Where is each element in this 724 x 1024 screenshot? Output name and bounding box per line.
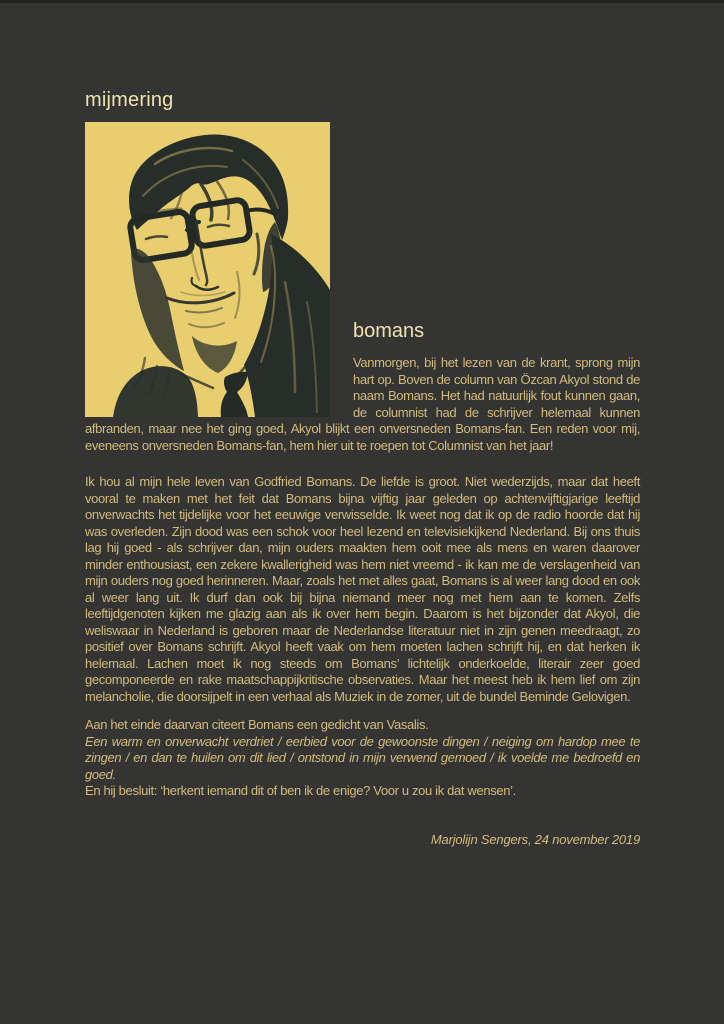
quote-outro-line: En hij besluit: ‘herkent iemand dit of ben ik de enige? Voor u zou ik dat wensen’. (85, 783, 516, 798)
main-paragraph: Ik hou al mijn hele leven van Godfried Bomans. De liefde is groot. Niet wederzijds, maar dat heeft vooral te maken met het feit dat Bomans bijna vijftig jaar geleden op achtenvijftigjarige leeftijd onverwachts het tijdelijke voor het eeuwige verwisselde. Ik weet nog dat ik op de radio hoorde dat hij was overleden. Zijn dood was een schok voor heel lezend en televisiekijkend Nederland. Bij ons thuis lag hij goed - als schrijver dan, mijn ouders maakten hem ooit mee als mens en waren daarover minder enthousiast, een zekere kwallerigheid was hem niet vreemd - ik kan me de verslagenheid van mijn ouders nog goed herinneren. Maar, zoals het met alles gaat, Bomans is al weer lang dood en ook al weer lang uit. Ik durf dan ook bij bijna niemand meer nog met hem aan te komen. Zelfs leeftijdgenoten kijken me glazig aan als ik over hem begin. Daarom is het bijzonder dat Akyol, die weliswaar in Nederland is geboren maar de Nederlandse literatuur niet in zijn genen meedraagt, zo positief over Bomans schrijft. Akyol heeft vaak om hem moeten lachen schrijft hij, en dat herken ik helemaal. Lachen moet ik nog steeds om Bomans’ lichtelijk onderkoelde, literair zeer goed gecomponeerde en rake maatschappijkritische observaties. Maar het meest heb ik hem lief om zijn melancholie, die doorsijpelt in een verhaal als Muziek in de zomer, uit de bundel Beminde Gelovigen. (85, 474, 640, 704)
page-title: mijmering (85, 89, 174, 111)
vasalis-poem: Een warm en onverwacht verdriet / eerbied voor de gewoonste dingen / neiging om hardop mee te zingen / en dan te huilen om dit lied / ontstond in mijn verwend gemoed / ik voelde me bedroefd en goed. (85, 733, 640, 782)
signature-line: Marjolijn Sengers, 24 november 2019 (430, 831, 640, 847)
intro-paragraph: Vanmorgen, bij het lezen van de krant, sprong mijn hart op. Boven de column van Özcan Akyol stond de naam Bomans. Het had natuurlijk fout kunnen gaan, de columnist had de schrijver helemaal kunnen afbranden, maar nee het ging goed, Akyol blijkt een onversneden Bomans-fan. Een reden voor mij, eveneens onversneden Bomans-fan, hem hier uit te roepen tot Columnist van het jaar! (85, 355, 640, 453)
portrait-sketch-image (85, 122, 330, 417)
quote-intro-line: Aan het einde daarvan citeert Bomans een gedicht van Vasalis. (85, 717, 429, 732)
quote-paragraph (85, 717, 640, 800)
article-heading: bomans (353, 320, 425, 342)
bomans-portrait (85, 122, 330, 417)
top-edge-strip (0, 0, 724, 3)
